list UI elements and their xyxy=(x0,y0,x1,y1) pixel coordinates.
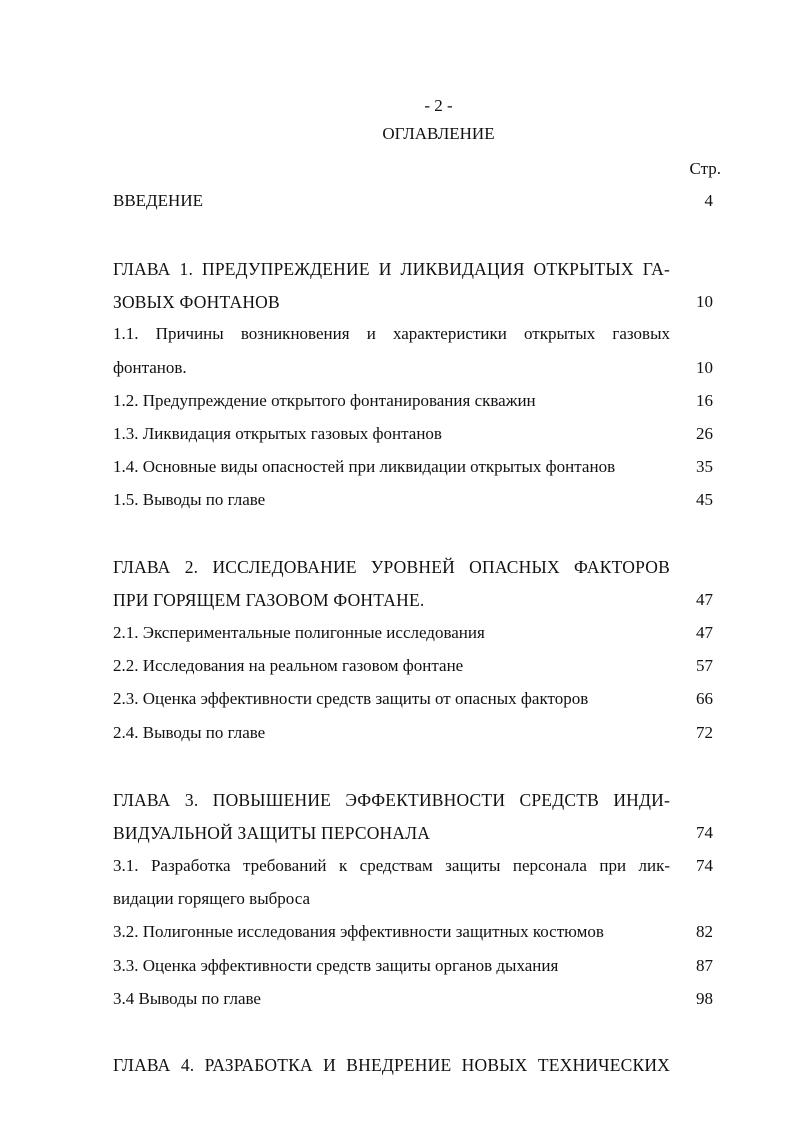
section-1-4-page: 35 xyxy=(696,457,713,476)
section-1-4: 1.4. Основные виды опасностей при ликвидации открытых фонтанов xyxy=(113,457,616,476)
section-2-4-page: 72 xyxy=(696,723,713,742)
section-1-5: 1.5. Выводы по главе xyxy=(113,490,266,509)
section-3-2: 3.2. Полигонные исследования эффективности защитных костюмов xyxy=(113,922,604,941)
section-1-5-page: 45 xyxy=(696,490,713,509)
section-2-4: 2.4. Выводы по главе xyxy=(113,723,266,742)
section-3-1-line1: 3.1. Разработка требований к средствам защиты персонала при лик- xyxy=(113,856,670,875)
section-2-1-page: 47 xyxy=(696,623,713,642)
section-3-2-page: 82 xyxy=(696,922,713,941)
chapter-1-page: 10 xyxy=(696,292,713,311)
section-1-3-page: 26 xyxy=(696,424,713,443)
toc-title: ОГЛАВЛЕНИЕ xyxy=(382,124,495,143)
chapter-4-title-line1: ГЛАВА 4. РАЗРАБОТКА И ВНЕДРЕНИЕ НОВЫХ ТЕХНИЧЕСКИХ xyxy=(113,1055,670,1075)
chapter-3-title-line1: ГЛАВА 3. ПОВЫШЕНИЕ ЭФФЕКТИВНОСТИ СРЕДСТВ ИНДИ- xyxy=(113,790,670,810)
chapter-1-title-line1: ГЛАВА 1. ПРЕДУПРЕЖДЕНИЕ И ЛИКВИДАЦИЯ ОТКРЫТЫХ ГА- xyxy=(113,259,670,279)
section-2-1: 2.1. Экспериментальные полигонные исследования xyxy=(113,623,485,642)
section-3-3-page: 87 xyxy=(696,956,713,975)
section-3-3: 3.3. Оценка эффективности средств защиты органов дыхания xyxy=(113,956,559,975)
toc-intro-page: 4 xyxy=(704,191,713,210)
section-1-2: 1.2. Предупреждение открытого фонтанирования скважин xyxy=(113,391,536,410)
section-1-2-page: 16 xyxy=(696,391,713,410)
page-column-header: Стр. xyxy=(689,159,721,178)
chapter-2-title-line2: ПРИ ГОРЯЩЕМ ГАЗОВОМ ФОНТАНЕ. xyxy=(113,590,425,610)
toc-intro: ВВЕДЕНИЕ xyxy=(113,191,203,210)
chapter-3-title-line2: ВИДУАЛЬНОЙ ЗАЩИТЫ ПЕРСОНАЛА xyxy=(113,823,431,843)
section-3-4: 3.4 Выводы по главе xyxy=(113,989,261,1008)
section-3-1-page: 74 xyxy=(696,856,713,875)
section-3-4-page: 98 xyxy=(696,989,713,1008)
section-1-1-page: 10 xyxy=(696,358,713,377)
section-2-2-page: 57 xyxy=(696,656,713,675)
chapter-2-page: 47 xyxy=(696,590,713,609)
section-1-1-line1: 1.1. Причины возникновения и характеристики открытых газовых xyxy=(113,324,670,343)
chapter-3-page: 74 xyxy=(696,823,713,842)
section-2-2: 2.2. Исследования на реальном газовом фонтане xyxy=(113,656,464,675)
chapter-2-title-line1: ГЛАВА 2. ИССЛЕДОВАНИЕ УРОВНЕЙ ОПАСНЫХ ФАКТОРОВ xyxy=(113,557,670,577)
section-1-1-line2: фонтанов. xyxy=(113,358,187,377)
page-number: - 2 - xyxy=(424,96,453,115)
chapter-1-title-line2: ЗОВЫХ ФОНТАНОВ xyxy=(113,292,280,312)
section-2-3: 2.3. Оценка эффективности средств защиты от опасных факторов xyxy=(113,689,589,708)
section-2-3-page: 66 xyxy=(696,689,713,708)
section-3-1-line2: видации горящего выброса xyxy=(113,889,310,908)
section-1-3: 1.3. Ликвидация открытых газовых фонтанов xyxy=(113,424,442,443)
